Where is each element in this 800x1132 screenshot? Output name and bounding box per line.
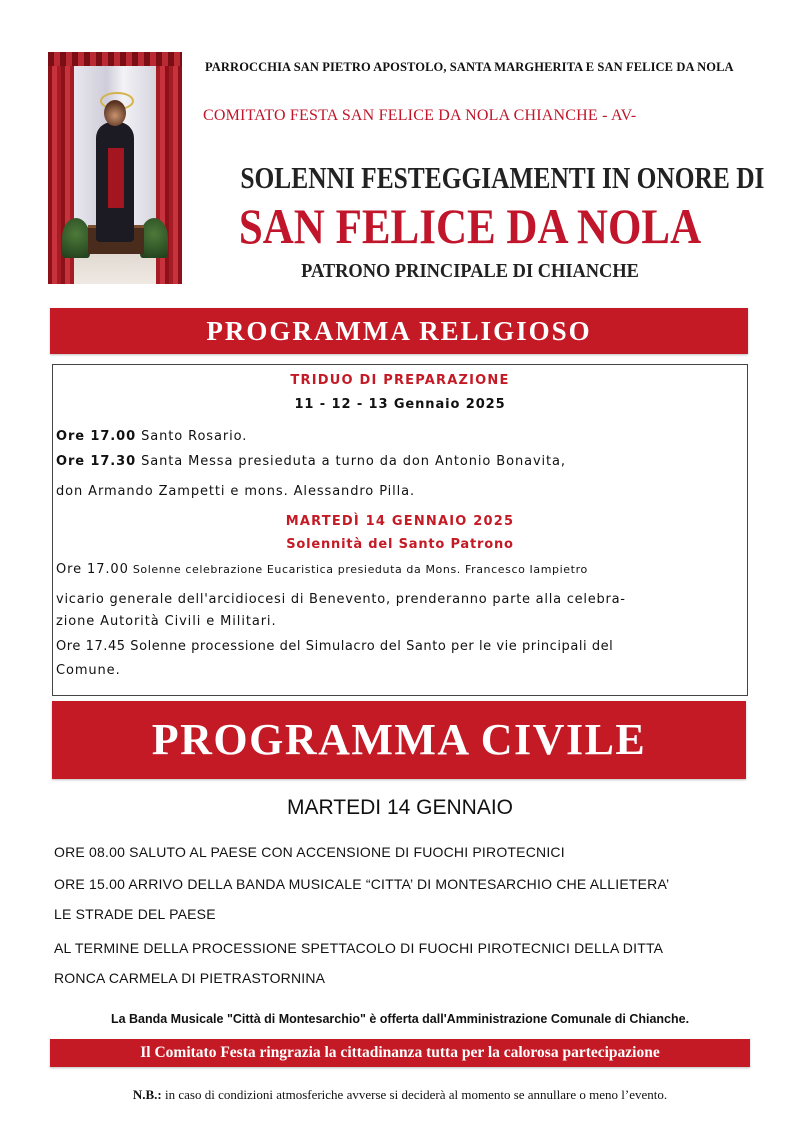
procession-line: Ore 17.45 Solenne processione del Simulacro del Santo per le vie principali del [56, 639, 614, 654]
rosary-text: Santo Rosario. [136, 429, 248, 444]
feast-day-subtitle: Solennità del Santo Patrono [286, 537, 514, 552]
weather-note-text: in caso di condizioni atmosferiche avverse si deciderà al momento se annullare o meno l’evento. [161, 1087, 668, 1102]
civil-item-fireworks-morning: ORE 08.00 SALUTO AL PAESE CON ACCENSIONE DI FUOCHI PIROTECNICI [54, 844, 565, 860]
civil-program-banner: PROGRAMMA CIVILE [52, 701, 746, 779]
procession-line-end: Comune. [56, 663, 121, 678]
committee-name: COMITATO FESTA SAN FELICE DA NOLA CHIANCHE - AV- [203, 107, 637, 124]
civil-date: MARTEDI 14 GENNAIO [287, 796, 513, 819]
patron-subtitle: PATRONO PRINCIPALE DI CHIANCHE [301, 260, 639, 282]
eucharist-text: Solenne celebrazione Eucaristica presieduta da Mons. Francesco Iampietro [128, 563, 588, 576]
title-line: SOLENNI FESTEGGIAMENTI IN ONORE DI [240, 160, 765, 195]
weather-note: N.B.: in caso di condizioni atmosferiche avverse si deciderà al momento se annullare o meno l’evento. [132, 1087, 668, 1102]
mass-text: Santa Messa presieduta a turno da don Antonio Bonavita, [136, 454, 566, 469]
mass-celebrants: don Armando Zampetti e mons. Alessandro Pilla. [56, 484, 416, 499]
authorities-line: zione Autorità Civili e Militari. [56, 614, 277, 629]
rosary-line [56, 429, 247, 444]
triduo-title: TRIDUO DI PREPARAZIONE [290, 373, 510, 388]
saint-name-heading: SAN FELICE DA NOLA [238, 198, 702, 254]
eucharist-line [56, 562, 588, 577]
triduo-dates: 11 - 12 - 13 Gennaio 2025 [294, 397, 506, 412]
feast-day-title: MARTEDÌ 14 GENNAIO 2025 [285, 514, 515, 529]
thanks-banner: Il Comitato Festa ringrazia la cittadinanza tutta per la calorosa partecipazione [50, 1039, 750, 1067]
civil-item-band-cont: LE STRADE DEL PAESE [54, 906, 216, 922]
mass-time: Ore 17.30 [56, 454, 137, 469]
band-sponsor-note: La Banda Musicale "Città di Montesarchio" è offerta dall'Amministrazione Comunale di Chianche. [110, 1012, 690, 1026]
civil-item-fireworks-evening: AL TERMINE DELLA PROCESSIONE SPETTACOLO DI FUOCHI PIROTECNICI DELLA DITTA [54, 940, 664, 956]
eucharist-time: Ore 17.00 [56, 562, 129, 577]
civil-item-band: ORE 15.00 ARRIVO DELLA BANDA MUSICALE “CITTA’ DI MONTESARCHIO CHE ALLIETERA’ [54, 876, 670, 892]
mass-line [56, 454, 566, 469]
saint-statue-photo [48, 52, 182, 284]
parish-name: PARROCCHIA SAN PIETRO APOSTOLO, SANTA MARGHERITA E SAN FELICE DA NOLA [205, 60, 734, 74]
rosary-time: Ore 17.00 [56, 429, 137, 444]
religious-program-banner: PROGRAMMA RELIGIOSO [50, 308, 748, 354]
civil-item-fireworks-company: RONCA CARMELA DI PIETRASTORNINA [54, 970, 326, 986]
vicar-line: vicario generale dell'arcidiocesi di Benevento, prenderanno parte alla celebra- [56, 592, 626, 607]
